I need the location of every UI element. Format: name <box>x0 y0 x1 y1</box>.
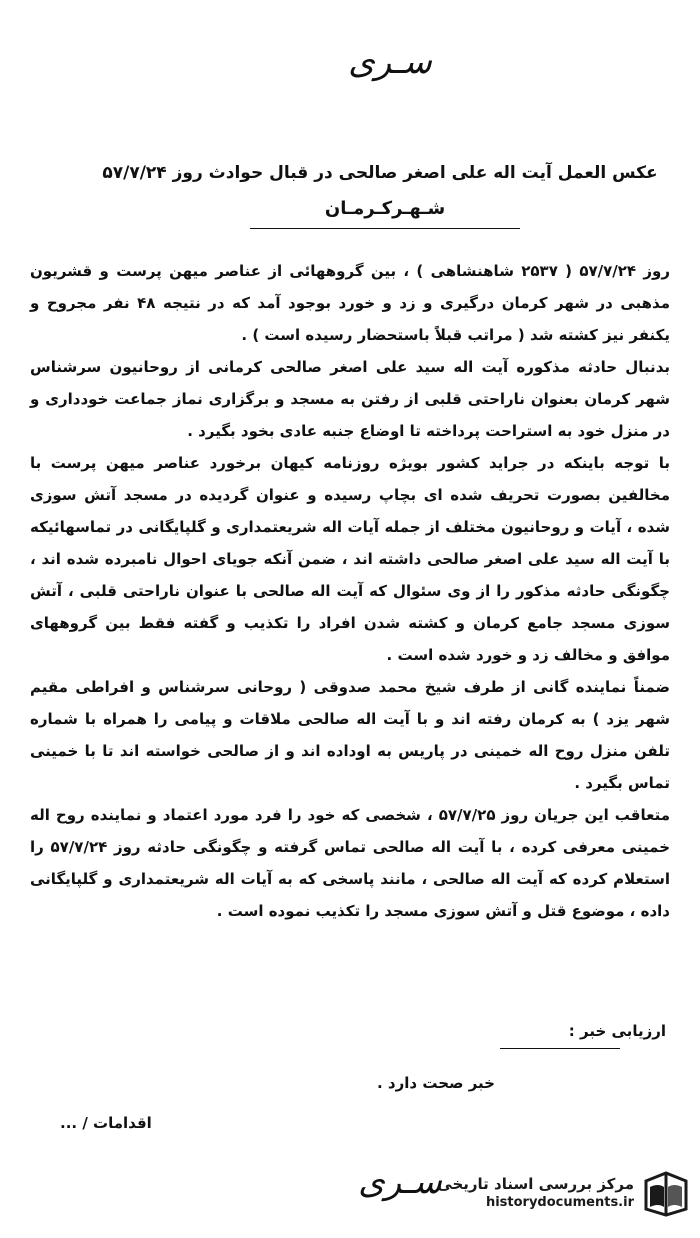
body-paragraph: بدنبال حادثه مذکوره آیت اله سید علی اصغر صالحی کرمانی از روحانیون سرشناس شهر کرمان بعنوان ناراحتی قلبی از رفتن به مسجد و برگزاری نماز جماعت خودداری و در منزل خود به استراحت پرداخته تا اوضاع جنبه عادی بخود بگیرد . <box>30 358 670 440</box>
document-subtitle: شـهـرکـرمـان <box>324 198 446 219</box>
watermark-org-name: مرکز بررسی اسناد تاریخی <box>437 1175 634 1193</box>
assessment-underline <box>500 1048 620 1049</box>
classification-stamp-bottom: سـری <box>358 1162 442 1202</box>
body-paragraph: روز ۵۷/۷/۲۴ ( ۲۵۳۷ شاهنشاهی ) ، بین گروههائی از عناصر میهن پرست و قشریون مذهبی در شهر کرمان درگیری و زد و خورد بوجود آمد که در نتیجه ۴۸ نفر مجروح و یکنفر نیز کشته شد ( مراتب قبلاً باستحضار رسیده است ) . <box>30 262 671 344</box>
watermark-url: historydocuments.ir <box>485 1195 634 1210</box>
book-logo-icon <box>640 1167 692 1219</box>
document-title: عکس العمل آیت اله علی اصغر صالحی در قبال حوادث روز ۵۷/۷/۲۴ <box>102 163 658 183</box>
body-paragraph: با توجه باینکه در جراید کشور بویژه روزنامه کیهان برخورد عناصر میهن پرست با مخالفین بصورت تحریف شده ای بچاپ رسیده و عنوان گردیده در مسجد آتش سوزی شده ، آیات و روحانیون مختلف از جمله آیات اله شریعتمداری و گلپایگانی در تماسهائیکه با آیت اله سید علی اصغر صالحی داشته اند ، ضمن آنکه جویای احوال نامبرده شده اند ، چگونگی حادثه مذکور را از وی سئوال که آیت اله صالحی با عنوان ناراحتی قلبی ، آتش سوزی مسجد جامع کرمان و کشته شدن افراد را تکذیب و گفته فقط بین گروههای موافق و مخالف زد و خورد شده است . <box>30 454 670 664</box>
document-body <box>30 255 670 927</box>
assessment-value: خبر صحت دارد . <box>377 1074 495 1092</box>
subtitle-underline <box>250 228 520 229</box>
classification-stamp-top: سـری <box>348 42 432 82</box>
watermark <box>430 1158 692 1228</box>
watermark-text <box>437 1174 634 1212</box>
actions-label: اقدامات / ... <box>60 1114 152 1132</box>
body-paragraph: متعاقب این جریان روز ۵۷/۷/۲۵ ، شخصی که خود را فرد مورد اعتماد و نماینده روح اله خمینی معرفی کرده ، با آیت اله صالحی تماس گرفته و چگونگی حادثه روز ۵۷/۷/۲۴ را استعلام کرده که آیت اله صالحی ، مانند پاسخی که به آیات اله شریعتمداری و گلپایگانی داده ، موضوع قتل و آتش سوزی مسجد را تکذیب نموده است . <box>30 806 671 920</box>
body-paragraph: ضمناً نماینده گانی از طرف شیخ محمد صدوقی ( روحانی سرشناس و افراطی مقیم شهر یزد ) به کرمان رفته اند و با آیت اله صالحی ملاقات و پیامی را همراه با شماره تلفن منزل روح اله خمینی در پاریس به اوداده اند و از صالحی خواسته اند تا با خمینی تماس بگیرد . <box>30 678 670 792</box>
assessment-label: ارزیابی خبر : <box>568 1022 666 1040</box>
